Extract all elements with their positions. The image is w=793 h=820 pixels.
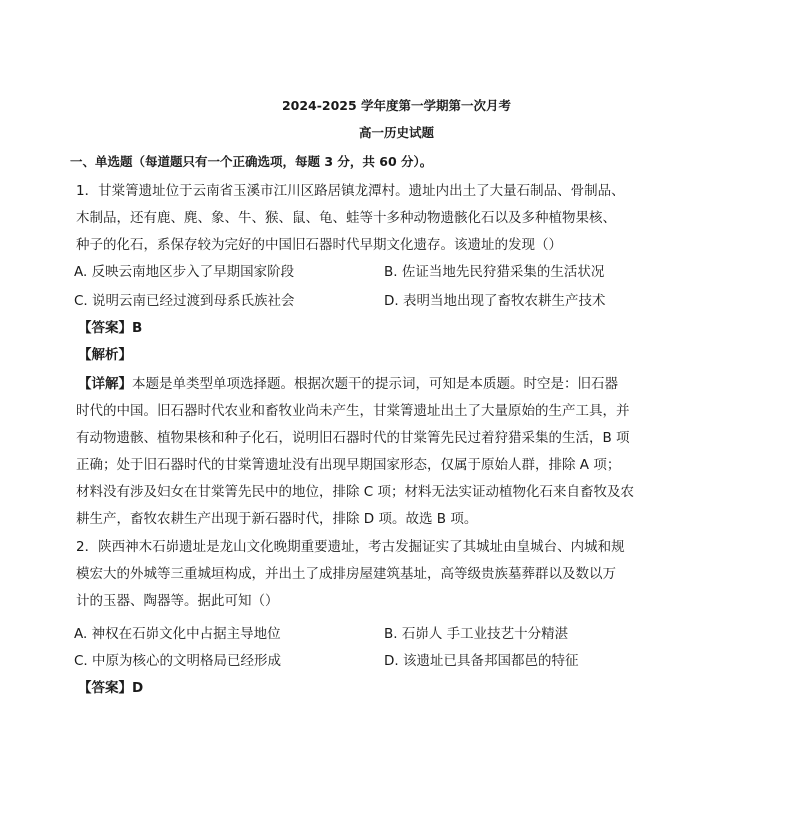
q2-option-b: B. 石峁人 手工业技艺十分精湛	[384, 626, 569, 642]
q1-detail-line-4: 正确；处于旧石器时代的甘棠箐遗址没有出现早期国家形态，仅属于原始人群，排除 A 项；	[76, 457, 621, 473]
q1-stem-line-2: 木制品，还有鹿、麂、象、牛、猴、鼠、龟、蛙等十多种动物遗骸化石以及多种植物果核、	[76, 210, 616, 226]
answer-value: B	[132, 320, 143, 336]
answer-label: 【答案】	[78, 680, 132, 696]
exam-title: 2024-2025 学年度第一学期第一次月考	[281, 98, 512, 113]
answer-value: D	[132, 680, 144, 696]
analysis-label: 【解析】	[78, 347, 132, 363]
answer-label: 【答案】	[78, 320, 132, 336]
q1-option-a: A. 反映云南地区步入了早期国家阶段	[74, 264, 295, 280]
q1-stem-line-3: 种子的化石，系保存较为完好的中国旧石器时代早期文化遗存。该遗址的发现（）	[76, 237, 562, 253]
q2-option-c: C. 中原为核心的文明格局已经形成	[74, 653, 282, 669]
q1-option-b: B. 佐证当地先民狩猎采集的生活状况	[384, 264, 605, 280]
q1-detail-line-5: 材料没有涉及妇女在甘棠箐先民中的地位，排除 C 项；材料无法实证动植物化石来自畜牧及农	[76, 484, 635, 500]
q2-answer	[78, 678, 143, 698]
q1-option-d: D. 表明当地出现了畜牧农耕生产技术	[384, 293, 606, 309]
q2-stem-line-3: 计的玉器、陶器等。据此可知（）	[76, 593, 279, 609]
q1-analysis-label	[78, 345, 132, 365]
detail-text: 本题是单类型单项选择题。根据次题干的提示词，可知是本质题。时空是：旧石器	[132, 376, 618, 392]
detail-label: 【详解】	[78, 376, 132, 392]
q1-detail-line-1	[78, 374, 618, 394]
q1-detail-line-6: 耕生产，畜牧农耕生产出现于新石器时代，排除 D 项。故选 B 项。	[76, 511, 478, 527]
q2-stem-line-1: 2．陕西神木石峁遗址是龙山文化晚期重要遗址，考古发掘证实了其城址由皇城台、内城和规	[76, 539, 625, 555]
q1-detail-line-2: 时代的中国。旧石器时代农业和畜牧业尚未产生，甘棠箐遗址出土了大量原始的生产工具，并	[76, 403, 630, 419]
q2-stem-line-2: 模宏大的外城等三重城垣构成，并出土了成排房屋建筑基址，高等级贵族墓葬群以及数以万	[76, 566, 616, 582]
q1-detail-line-3: 有动物遗骸、植物果核和种子化石，说明旧石器时代的甘棠箐先民过着狩猎采集的生活，B 项	[76, 430, 630, 446]
q2-option-a: A. 神权在石峁文化中占据主导地位	[74, 626, 281, 642]
q1-stem-line-1: 1．甘棠箐遗址位于云南省玉溪市江川区路居镇龙潭村。遗址内出土了大量石制品、骨制品、	[76, 183, 625, 199]
section-heading: 一、单选题（每道题只有一个正确选项，每题 3 分，共 60 分）。	[70, 154, 433, 169]
subject-title: 高一历史试题	[358, 125, 434, 140]
q1-option-c: C. 说明云南已经过渡到母系氏族社会	[74, 293, 295, 309]
q1-answer	[78, 318, 142, 338]
q2-option-d: D. 该遗址已具备邦国都邑的特征	[384, 653, 579, 669]
